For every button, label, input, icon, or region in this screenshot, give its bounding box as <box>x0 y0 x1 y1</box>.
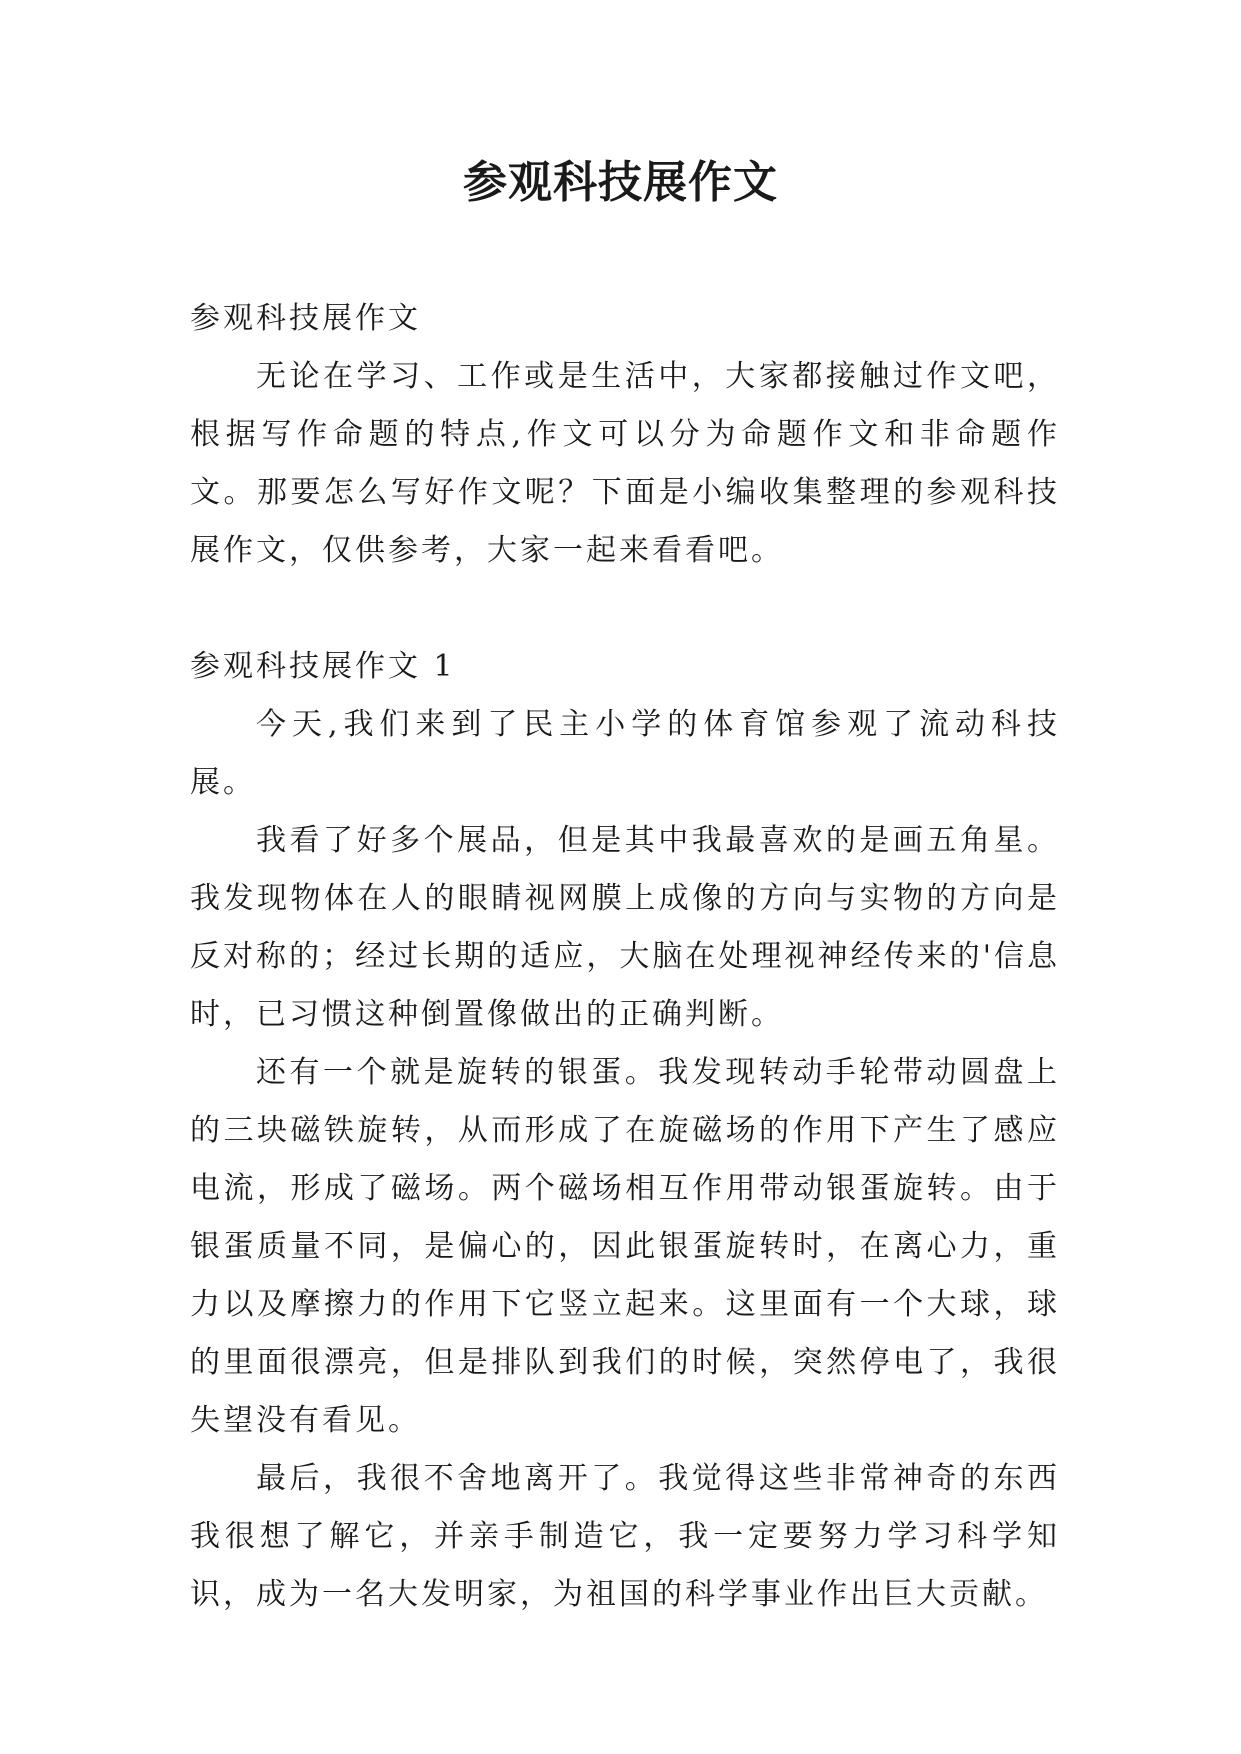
document-body <box>190 290 1060 1624</box>
essay-heading: 参观科技展作文 1 <box>190 649 456 684</box>
section-heading: 参观科技展作文 <box>190 301 421 336</box>
essay-paragraph: 还有一个就是旋转的银蛋。我发现转动手轮带动圆盘上的三块磁铁旋转，从而形成了在旋磁场的作用下产生了感应电流，形成了磁场。两个磁场相互作用带动银蛋旋转。由于银蛋质量不同，是偏心的，因此银蛋旋转时，在离心力，重力以及摩擦力的作用下它竖立起来。这里面有一个大球，球的里面很漂亮，但是排队到我们的时候，突然停电了，我很失望没有看见。 <box>190 1055 1060 1438</box>
document-title: 参观科技展作文 <box>463 157 778 208</box>
intro-paragraph: 无论在学习、工作或是生活中，大家都接触过作文吧，根据写作命题的特点,作文可以分为命题作文和非命题作文。那要怎么写好作文呢？下面是小编收集整理的参观科技展作文，仅供参考，大家一起来看看吧。 <box>190 359 1060 568</box>
essay-paragraph: 最后，我很不舍地离开了。我觉得这些非常神奇的东西我很想了解它，并亲手制造它，我一定要努力学习科学知识，成为一名大发明家，为祖国的科学事业作出巨大贡献。 <box>190 1461 1060 1612</box>
essay-paragraph: 我看了好多个展品，但是其中我最喜欢的是画五角星。我发现物体在人的眼睛视网膜上成像的方向与实物的方向是反对称的；经过长期的适应，大脑在处理视神经传来的'信息时，已习惯这种倒置像做出的正确判断。 <box>190 823 1060 1032</box>
essay-paragraph: 今天,我们来到了民主小学的体育馆参观了流动科技展。 <box>190 707 1060 800</box>
